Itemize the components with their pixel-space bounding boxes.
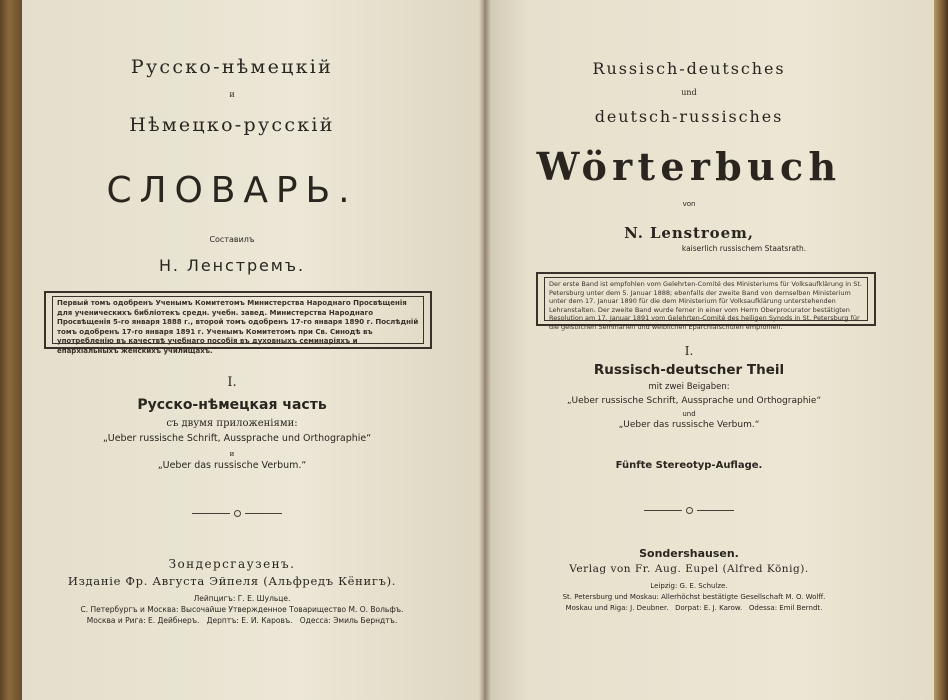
right-title-line2: deutsch-russisches	[594, 107, 784, 126]
left-volume-number: I.	[227, 375, 237, 390]
right-agents-leipzig: Leipzig: G. E. Schulze.	[650, 582, 728, 590]
right-title-line1: Russisch-deutsches	[592, 59, 786, 78]
left-composed-by: Составилъ	[209, 235, 255, 244]
left-approval-notice-text: Первый томъ одобренъ Ученымъ Комитетомъ Министерства Народнаго Просвѣщенiя для ученическихъ библiотекъ средн. учебн. завед. Министерства Народнаго Просвѣщенiя 5-го января 1888 г., второй томъ одобренъ 17-го января 1890 г. Послѣднiй томъ одобренъ 17-го января 1891 г. Ученымъ Комитетомъ при Св. Синодѣ въ употребленiю въ качествѣ учебнаго пособiя въ духовныхъ семинарiяхъ и епархiальныхъ женскихъ училищахъ.	[52, 296, 424, 344]
right-supplement-and: und	[682, 410, 696, 418]
right-page	[484, 0, 934, 700]
book-binding-right	[934, 0, 948, 700]
left-approval-notice	[44, 291, 432, 355]
right-publisher: Verlag von Fr. Aug. Eupel (Alfred König).	[569, 563, 809, 575]
left-title-conjunction: и	[229, 90, 235, 99]
right-city: Sondershausen.	[639, 547, 739, 560]
right-agents-petersburg: St. Petersburg und Moskau: Allerhöchst bestätigte Gesellschaft M. O. Wolff.	[562, 593, 826, 601]
right-edition: Fünfte Stereotyp-Auflage.	[615, 460, 763, 471]
left-author: Н. Ленстремъ.	[158, 256, 306, 275]
right-main-title: Wörterbuch	[536, 144, 842, 189]
left-title-line1: Русско-нѣмецкiй	[130, 56, 334, 78]
right-agents-moscow	[484, 604, 904, 612]
left-ornament-divider	[192, 508, 282, 518]
left-supplement-1: „Ueber russische Schrift, Aussprache und Orthographie“	[102, 433, 372, 444]
left-agents-dorpat: Дерптъ: Е. И. Каровъ.	[206, 616, 293, 625]
right-agents-dorpat: Dorpat: E. J. Karow.	[675, 604, 743, 612]
left-publisher: Изданiе Фр. Августа Эйпеля (Альфредъ Кёнигъ).	[67, 574, 397, 588]
left-agents-leipzig: Лейпцигъ: Г. Е. Шульце.	[193, 594, 291, 603]
left-agents-moscow	[22, 616, 462, 625]
left-supplement-2: „Ueber das russische Verbum.“	[157, 460, 307, 471]
left-agents-petersburg: С. Петербургъ и Москва: Высочайше Утвержденное Товарищество М. О. Вольфъ.	[80, 605, 404, 614]
left-supplements-intro: съ двумя приложенiями:	[166, 418, 298, 429]
right-supplement-2: „Ueber das russische Verbum.“	[618, 420, 760, 430]
right-title-conjunction: und	[681, 88, 697, 97]
left-supplement-and: и	[229, 450, 235, 458]
book-binding-left	[0, 0, 22, 700]
left-agents-moscow-riga: Москва и Рига: Е. Дейбнеръ.	[86, 616, 200, 625]
right-ornament-divider	[644, 505, 734, 515]
left-title-line2: Нѣмецко-русскiй	[129, 114, 335, 136]
right-supplements-intro: mit zwei Beigaben:	[648, 382, 730, 392]
left-city: Зондерсгаузенъ.	[168, 557, 296, 571]
book-gutter	[479, 0, 491, 700]
left-agents-odessa: Одесса: Эмиль Берндтъ.	[299, 616, 398, 625]
right-author-title: kaiserlich russischem Staatsrath.	[681, 244, 807, 253]
right-by: von	[682, 200, 696, 208]
right-supplement-1: „Ueber russische Schrift, Aussprache und Orthographie“	[566, 396, 822, 406]
right-agents-moscow-riga: Moskau und Riga: J. Deubner.	[565, 604, 669, 612]
right-author: N. Lenstroem,	[624, 224, 754, 242]
right-volume-number: I.	[684, 344, 694, 358]
right-approval-notice	[536, 272, 876, 331]
right-approval-notice-text: Der erste Band ist empfohlen vom Gelehrten-Comité des Ministeriums für Volksaufklärung in St. Petersburg unter dem 5. Januar 1888; ebenfalls der zweite Band von demselben Ministerium unter dem 17. Januar 1890 für die dem Ministerium für Volksaufklärung unterstehenden Lehranstalten. Der zweite Band wurde ferner in einer vom Herrn Oberprocurator bestätigten Resolution am 17. Januar 1891 vom Gelehrten-Comité des heiligen Synods in St. Petersburg für die geistlichen Seminarien und weiblichen Eparchialschulen empfohlen.	[544, 277, 868, 321]
left-main-title: СЛОВАРЬ.	[106, 170, 358, 211]
left-page	[22, 0, 484, 700]
right-agents-odessa: Odessa: Emil Berndt.	[748, 604, 823, 612]
right-part-title: Russisch-deutscher Theil	[593, 362, 785, 378]
left-part-title: Русско-нѣмецкая часть	[137, 397, 327, 413]
